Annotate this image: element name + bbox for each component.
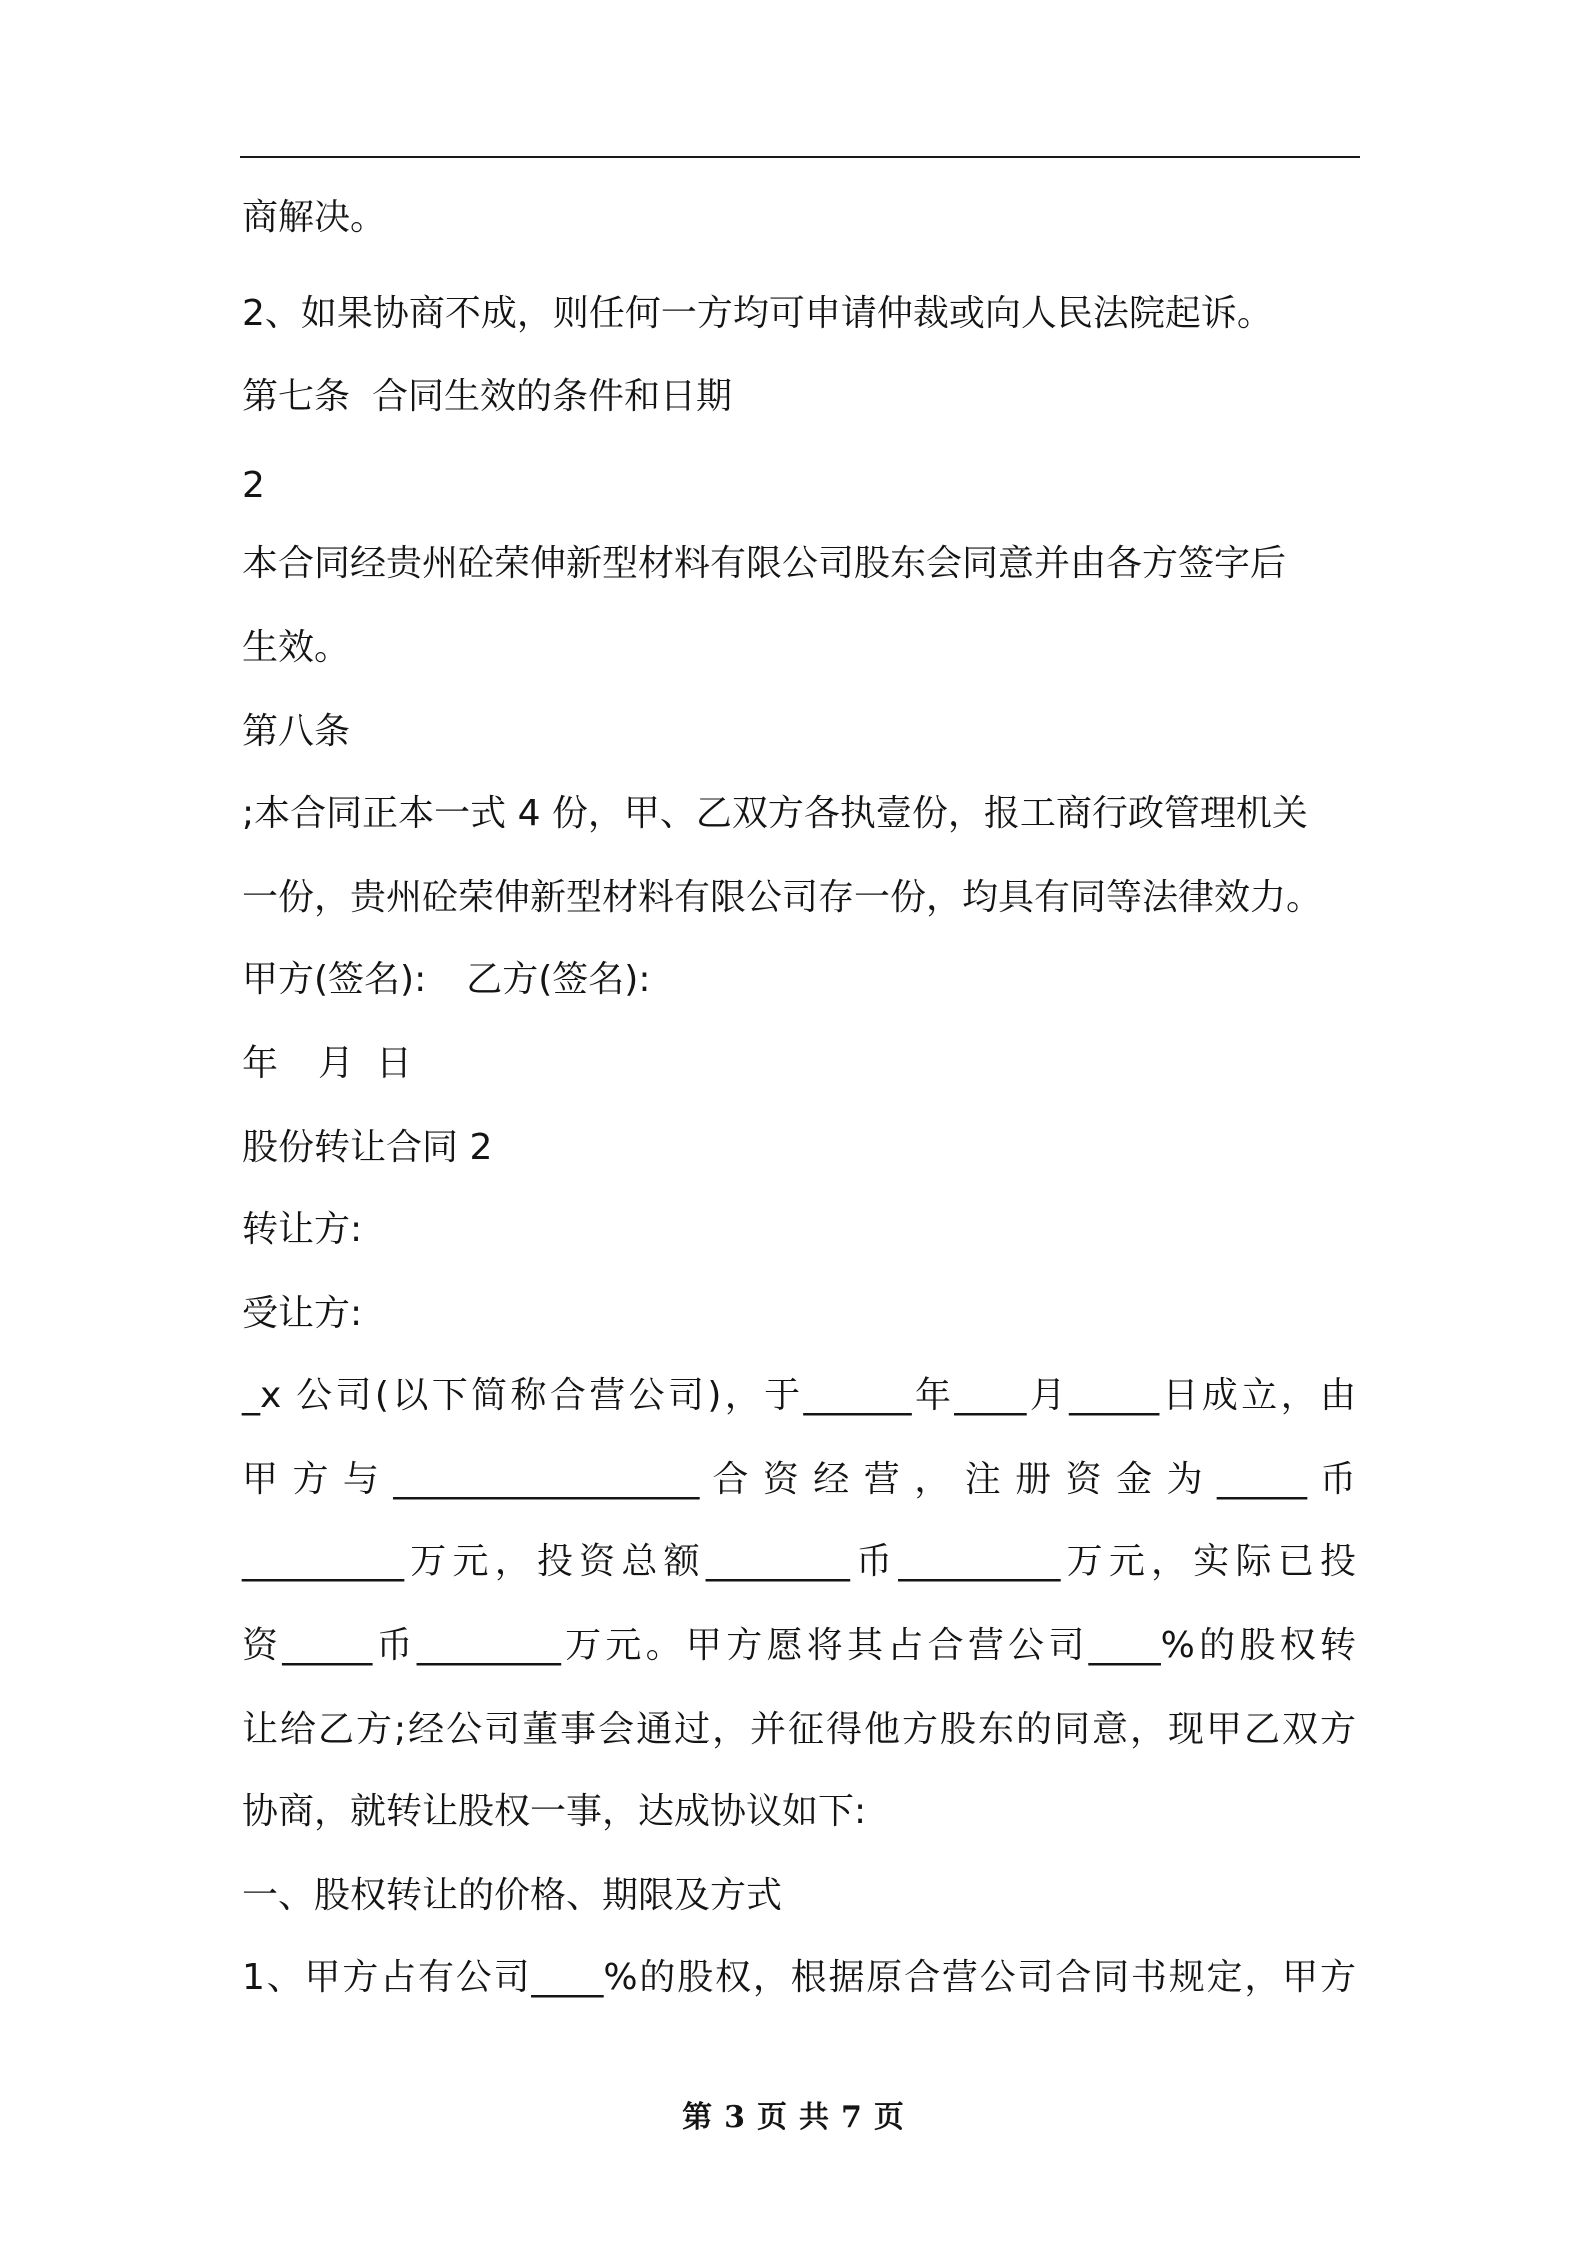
text-line-8: _x 公司(以下简称合营公司)，于______年____月_____日成立，由 <box>242 1375 1356 1416</box>
text-line-5: 生效。 <box>242 627 351 668</box>
date-day: 日 <box>376 1043 413 1084</box>
text-line-10: _________万元，投资总额________币_________万元，实际已投 <box>242 1541 1356 1582</box>
party-b-signature: 乙方(签名): <box>466 959 651 1000</box>
text-line-12: 让给乙方;经公司董事会通过，并征得他方股东的同意，现甲乙双方 <box>242 1709 1356 1750</box>
text-line-2: 2、如果协商不成，则任何一方均可申请仲裁或向人民法院起诉。 <box>242 293 1273 334</box>
transferor-label: 转让方: <box>242 1209 363 1250</box>
transferee-label: 受让方: <box>242 1293 363 1334</box>
text-line-4: 本合同经贵州砼荣伸新型材料有限公司股东会同意并由各方签字后 <box>242 543 1287 584</box>
page-footer <box>0 2098 1586 2138</box>
section-1-heading: 一、股权转让的价格、期限及方式 <box>242 1875 783 1916</box>
footer-gong: 共 <box>799 2100 829 2135</box>
article-8-heading: 第八条 <box>242 711 351 752</box>
party-a-signature: 甲方(签名): <box>242 959 427 1000</box>
text-line-9: 甲 方 与 _________________ 合 资 经 营 ， 注 册 资 金 为 _____ 币 <box>242 1459 1356 1500</box>
article-7-label: 第七条 <box>242 376 351 417</box>
text-line-14: 1、甲方占有公司____%的股权，根据原合营公司合同书规定，甲方 <box>242 1957 1356 1998</box>
text-line-13: 协商，就转让股权一事，达成协议如下: <box>242 1791 867 1832</box>
signature-line <box>242 956 650 1004</box>
text-line-3: 2 <box>242 465 265 506</box>
text-line-1: 商解决。 <box>242 197 387 238</box>
contract-2-title: 股份转让合同 2 <box>242 1127 493 1168</box>
article-7-title: 合同生效的条件和日期 <box>372 376 733 417</box>
date-month: 月 <box>318 1043 355 1084</box>
total-pages: 7 <box>841 2100 862 2135</box>
footer-di: 第 <box>682 2100 713 2135</box>
text-line-6: ;本合同正本一式 4 份，甲、乙双方各执壹份，报工商行政管理机关 <box>242 793 1308 834</box>
footer-ye: 页 <box>757 2100 787 2135</box>
header-rule <box>240 156 1360 158</box>
text-line-7: 一份，贵州砼荣伸新型材料有限公司存一份，均具有同等法律效力。 <box>242 877 1323 918</box>
date-year: 年 <box>242 1043 279 1084</box>
article-7-heading <box>242 373 732 421</box>
page-number: 3 <box>724 2100 745 2135</box>
footer-ye2: 页 <box>873 2100 904 2135</box>
text-line-11: 资_____币________万元。甲方愿将其占合营公司____%的股权转 <box>242 1625 1356 1666</box>
date-line <box>242 1040 412 1088</box>
